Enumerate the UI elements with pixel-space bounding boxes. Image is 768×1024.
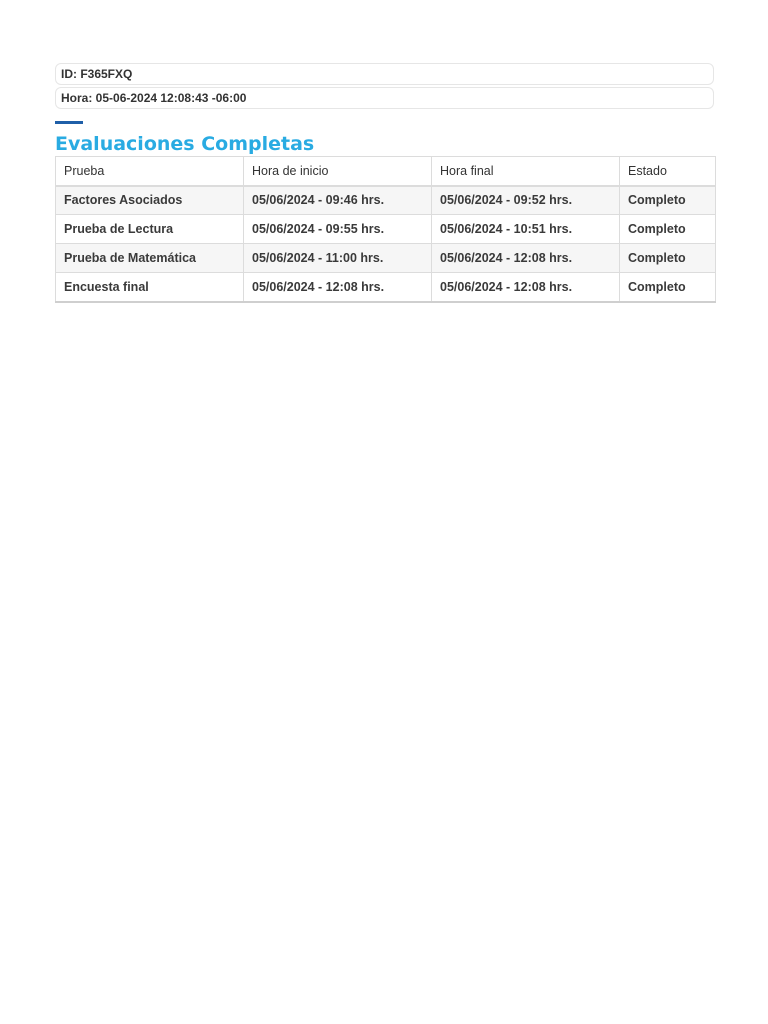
table-row <box>56 244 716 273</box>
header-prueba: Prueba <box>56 157 244 186</box>
header-hora-final: Hora final <box>432 157 620 186</box>
cell-hora-final: 05/06/2024 - 12:08 hrs. <box>432 273 620 302</box>
cell-estado: Completo <box>620 186 716 215</box>
id-box <box>55 63 714 85</box>
cell-prueba: Factores Asociados <box>56 186 244 215</box>
cell-hora-final: 05/06/2024 - 12:08 hrs. <box>432 244 620 273</box>
header-hora-inicio: Hora de inicio <box>244 157 432 186</box>
cell-hora-inicio: 05/06/2024 - 12:08 hrs. <box>244 273 432 302</box>
timestamp-box <box>55 87 714 109</box>
cell-hora-inicio: 05/06/2024 - 09:46 hrs. <box>244 186 432 215</box>
table-row <box>56 273 716 302</box>
cell-prueba: Prueba de Lectura <box>56 215 244 244</box>
cell-estado: Completo <box>620 273 716 302</box>
table-row <box>56 215 716 244</box>
table-row <box>56 186 716 215</box>
timestamp-text: Hora: 05-06-2024 12:08:43 -06:00 <box>61 91 247 105</box>
title-accent-bar <box>55 121 83 124</box>
cell-hora-final: 05/06/2024 - 10:51 hrs. <box>432 215 620 244</box>
id-text: ID: F365FXQ <box>61 67 133 81</box>
cell-estado: Completo <box>620 215 716 244</box>
table-header-row <box>56 157 716 186</box>
cell-hora-final: 05/06/2024 - 09:52 hrs. <box>432 186 620 215</box>
evaluations-table <box>55 156 716 303</box>
cell-estado: Completo <box>620 244 716 273</box>
section-title: Evaluaciones Completas <box>55 133 315 155</box>
header-estado: Estado <box>620 157 716 186</box>
cell-hora-inicio: 05/06/2024 - 11:00 hrs. <box>244 244 432 273</box>
cell-prueba: Prueba de Matemática <box>56 244 244 273</box>
cell-prueba: Encuesta final <box>56 273 244 302</box>
cell-hora-inicio: 05/06/2024 - 09:55 hrs. <box>244 215 432 244</box>
